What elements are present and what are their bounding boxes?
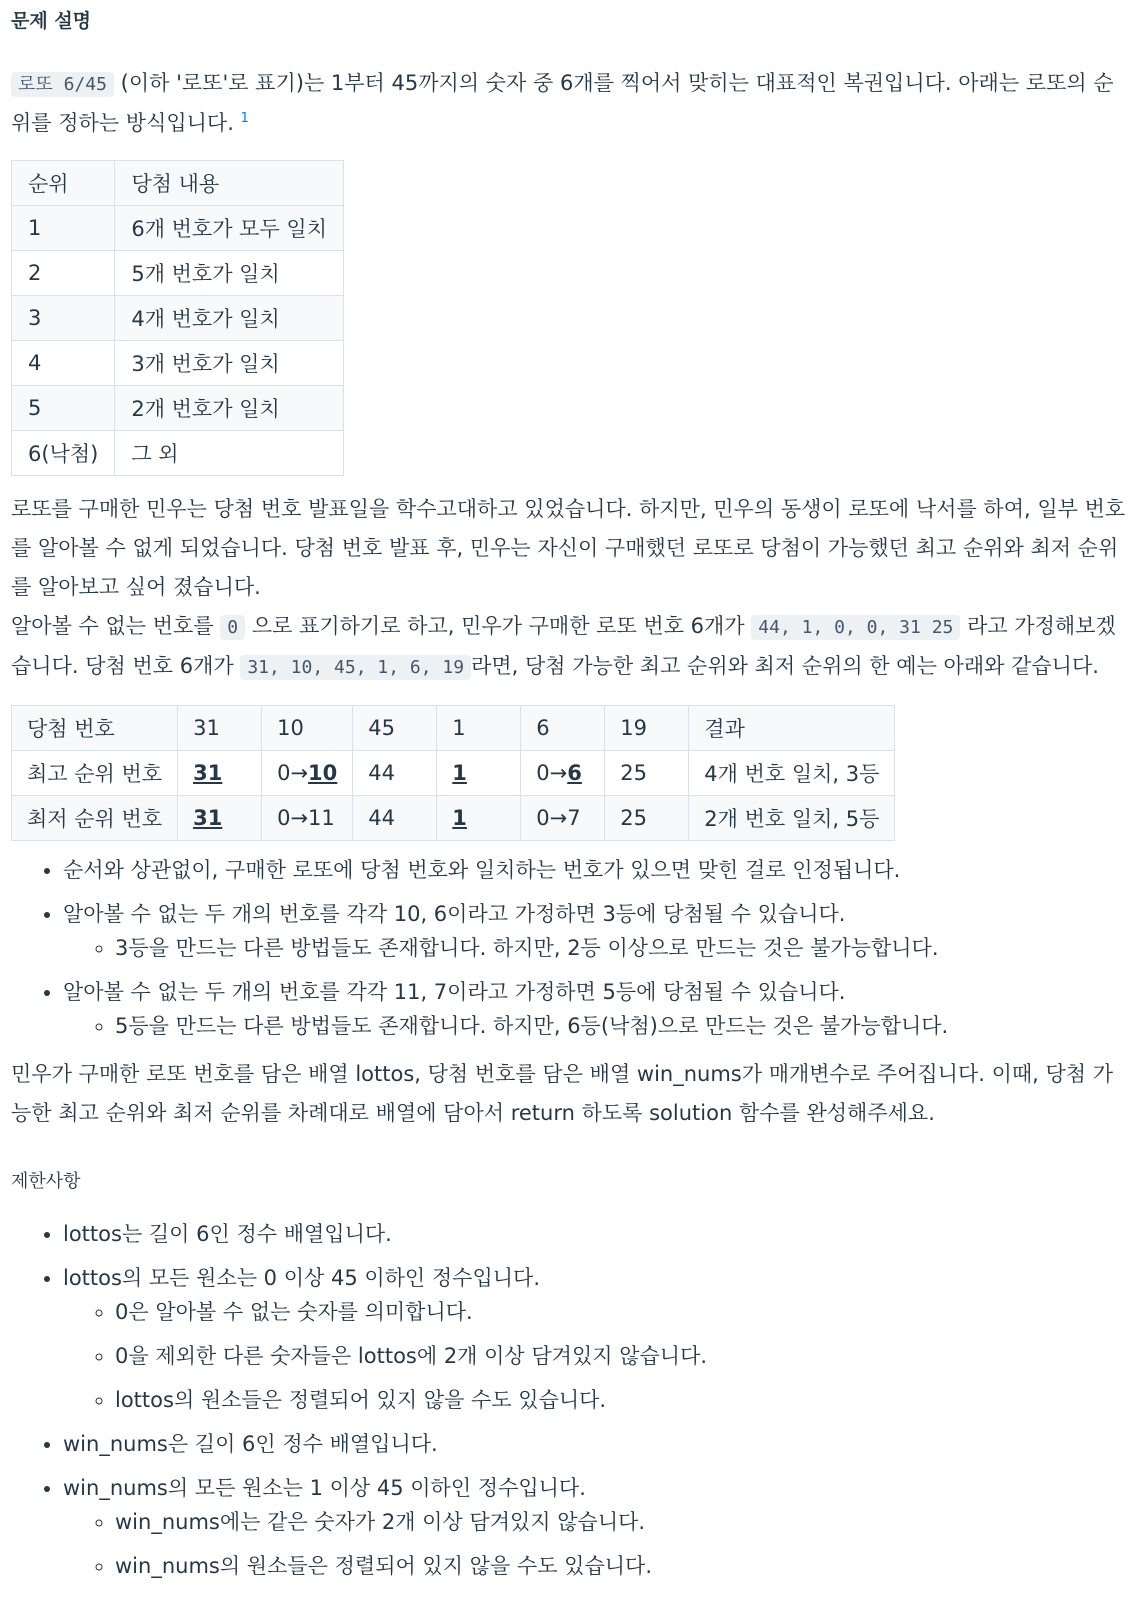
matched-number: 10 bbox=[308, 761, 338, 785]
table-cell: 25 bbox=[605, 796, 689, 841]
table-cell bbox=[178, 796, 262, 841]
table-cell bbox=[437, 751, 521, 796]
sub-list bbox=[63, 931, 1133, 965]
table-row bbox=[12, 386, 344, 431]
matched-number: 6 bbox=[567, 761, 582, 785]
table-cell: 25 bbox=[605, 751, 689, 796]
intro-paragraph bbox=[11, 64, 1133, 143]
sub-list bbox=[63, 1295, 1133, 1417]
table-header-cell: 당첨 내용 bbox=[115, 161, 344, 206]
list-item: • win_nums은 길이 6인 정수 배열입니다. bbox=[63, 1427, 1133, 1461]
prize-cell: 4개 번호가 일치 bbox=[115, 296, 344, 341]
list-item-text: lottos의 모든 원소는 0 이상 45 이하인 정수입니다. bbox=[63, 1266, 540, 1290]
story-paragraph: 로또를 구매한 민우는 당첨 번호 발표일을 학수고대하고 있었습니다. 하지만, 민우의 동생이 로또에 낙서를 하여, 일부 번호를 알아볼 수 없게 되었습니다. 당첨 번호 발표 후, 민우는 자신이 구매했던 로또로 당첨이 가능했던 최고 순위와 최저 순위를 알아보고 싶어 졌습니다. bbox=[11, 497, 1126, 599]
table-header-row bbox=[12, 706, 895, 751]
result-cell: 4개 번호 일치, 3등 bbox=[689, 751, 895, 796]
inline-code-win-nums: 31, 10, 45, 1, 6, 19 bbox=[240, 655, 471, 680]
list-item bbox=[63, 897, 1133, 965]
inline-code-lottos: 44, 1, 0, 0, 31 25 bbox=[751, 615, 960, 640]
table-header-cell: 순위 bbox=[12, 161, 115, 206]
table-row-worst bbox=[12, 796, 895, 841]
table-row bbox=[12, 206, 344, 251]
sub-list bbox=[63, 1009, 1133, 1043]
table-header-cell: 45 bbox=[353, 706, 437, 751]
notes-list bbox=[11, 853, 1133, 1043]
sub-list-item: ◦ win_nums에는 같은 숫자가 2개 이상 담겨있지 않습니다. bbox=[115, 1505, 1133, 1539]
sub-list-item: ◦ win_nums의 원소들은 정렬되어 있지 않을 수도 있습니다. bbox=[115, 1549, 1133, 1583]
rank-cell: 2 bbox=[12, 251, 115, 296]
prize-cell: 5개 번호가 일치 bbox=[115, 251, 344, 296]
cell-prefix: 0→ bbox=[277, 761, 309, 785]
result-table bbox=[11, 705, 895, 841]
table-header-row bbox=[12, 161, 344, 206]
list-item bbox=[63, 1471, 1133, 1583]
intro-text: (이하 '로또'로 표기)는 1부터 45까지의 숫자 중 6개를 찍어서 맞히는 대표적인 복권입니다. 아래는 로또의 순위를 정하는 방식입니다. bbox=[11, 71, 1114, 135]
list-item bbox=[63, 975, 1133, 1043]
table-header-cell: 1 bbox=[437, 706, 521, 751]
matched-number: 1 bbox=[452, 761, 467, 785]
sub-list-item: ◦ lottos의 원소들은 정렬되어 있지 않을 수도 있습니다. bbox=[115, 1383, 1133, 1417]
table-cell: 0→11 bbox=[262, 796, 353, 841]
table-row bbox=[12, 341, 344, 386]
sub-list-item: ◦ 5등을 만드는 다른 방법들도 존재합니다. 하지만, 6등(낙첨)으로 만드는 것은 불가능합니다. bbox=[115, 1009, 1133, 1043]
rank-cell: 1 bbox=[12, 206, 115, 251]
table-cell bbox=[178, 751, 262, 796]
result-cell: 2개 번호 일치, 5등 bbox=[689, 796, 895, 841]
sub-list bbox=[63, 1505, 1133, 1583]
table-row bbox=[12, 251, 344, 296]
table-row-best bbox=[12, 751, 895, 796]
example-text: 라면, 당첨 가능한 최고 순위와 최저 순위의 한 예는 아래와 같습니다. bbox=[471, 654, 1099, 678]
list-item-text: win_nums의 모든 원소는 1 이상 45 이하인 정수입니다. bbox=[63, 1476, 586, 1500]
table-header-cell: 10 bbox=[262, 706, 353, 751]
list-item: • 순서와 상관없이, 구매한 로또에 당첨 번호와 일치하는 번호가 있으면 맞힌 걸로 인정됩니다. bbox=[63, 853, 1133, 887]
example-text: 알아볼 수 없는 번호를 bbox=[11, 614, 214, 638]
table-row bbox=[12, 431, 344, 476]
table-cell bbox=[262, 751, 353, 796]
table-cell bbox=[521, 751, 605, 796]
constraints-list bbox=[11, 1217, 1133, 1583]
prize-cell: 3개 번호가 일치 bbox=[115, 341, 344, 386]
constraints-heading: 제한사항 bbox=[11, 1171, 81, 1192]
prize-cell: 6개 번호가 모두 일치 bbox=[115, 206, 344, 251]
table-cell: 0→7 bbox=[521, 796, 605, 841]
table-header-cell: 결과 bbox=[689, 706, 895, 751]
table-cell: 44 bbox=[353, 751, 437, 796]
rank-table bbox=[11, 160, 344, 476]
rank-cell: 5 bbox=[12, 386, 115, 431]
list-item bbox=[63, 1261, 1133, 1417]
inline-code-lotto: 로또 6/45 bbox=[11, 72, 114, 97]
example-text: 라고 가정해보겠습니다. 당첨 번호 6개가 bbox=[11, 614, 1116, 678]
table-header-cell: 19 bbox=[605, 706, 689, 751]
rank-cell: 6(낙첨) bbox=[12, 431, 115, 476]
sub-list-item: ◦ 0을 제외한 다른 숫자들은 lottos에 2개 이상 담겨있지 않습니다. bbox=[115, 1339, 1133, 1373]
row-label: 최고 순위 번호 bbox=[12, 751, 178, 796]
table-header-cell: 6 bbox=[521, 706, 605, 751]
table-header-cell: 31 bbox=[178, 706, 262, 751]
footnote-link[interactable]: 1 bbox=[240, 111, 249, 126]
section-heading: 문제 설명 bbox=[11, 10, 92, 32]
prize-cell: 2개 번호가 일치 bbox=[115, 386, 344, 431]
table-header-cell: 당첨 번호 bbox=[12, 706, 178, 751]
matched-number: 31 bbox=[193, 806, 223, 830]
prize-cell: 그 외 bbox=[115, 431, 344, 476]
rank-cell: 3 bbox=[12, 296, 115, 341]
row-label: 최저 순위 번호 bbox=[12, 796, 178, 841]
matched-number: 1 bbox=[452, 806, 467, 830]
list-item: • lottos는 길이 6인 정수 배열입니다. bbox=[63, 1217, 1133, 1251]
list-item-text: 알아볼 수 없는 두 개의 번호를 각각 10, 6이라고 가정하면 3등에 당첨될 수 있습니다. bbox=[63, 902, 846, 926]
table-row bbox=[12, 296, 344, 341]
inline-code-zero: 0 bbox=[220, 615, 245, 640]
cell-prefix: 0→ bbox=[536, 761, 568, 785]
example-text: 으로 표기하기로 하고, 민우가 구매한 로또 번호 6개가 bbox=[251, 614, 745, 638]
matched-number: 31 bbox=[193, 761, 223, 785]
table-cell bbox=[437, 796, 521, 841]
table-cell: 44 bbox=[353, 796, 437, 841]
sub-list-item: ◦ 3등을 만드는 다른 방법들도 존재합니다. 하지만, 2등 이상으로 만드는 것은 불가능합니다. bbox=[115, 931, 1133, 965]
task-paragraph: 민우가 구매한 로또 번호를 담은 배열 lottos, 당첨 번호를 담은 배열 win_nums가 매개변수로 주어집니다. 이때, 당첨 가능한 최고 순위와 최저 순위를 차례대로 배열에 담아서 return 하도록 solution 함수를 완성해주세요. bbox=[11, 1062, 1114, 1125]
list-item-text: 알아볼 수 없는 두 개의 번호를 각각 11, 7이라고 가정하면 5등에 당첨될 수 있습니다. bbox=[63, 980, 846, 1004]
example-paragraph bbox=[11, 607, 1133, 687]
sub-list-item: ◦ 0은 알아볼 수 없는 숫자를 의미합니다. bbox=[115, 1295, 1133, 1329]
rank-cell: 4 bbox=[12, 341, 115, 386]
